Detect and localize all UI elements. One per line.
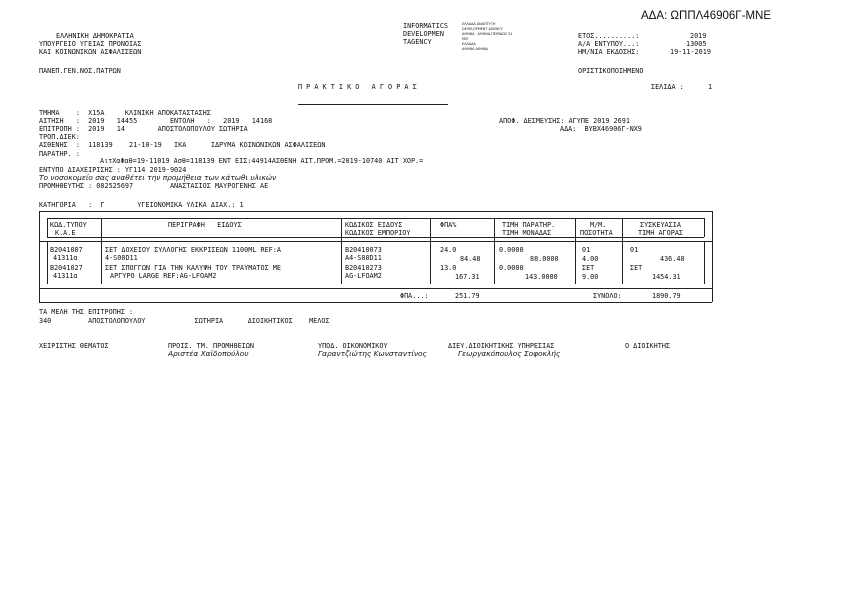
etos-value: 2019: [690, 32, 707, 40]
logo-fine-print-4: ΕΕΕ: [462, 37, 469, 41]
col-header-kod: ΚΩΔ.ΤΥΠΟΥ: [50, 221, 87, 229]
row2-qty: 9.00: [582, 273, 599, 281]
title-underline: [298, 104, 448, 105]
info-ada2: ΑΔΑ: ΒΥΒΧ46906Γ-ΝΧ9: [560, 125, 642, 133]
logo-line-3: TAGENCY: [403, 38, 432, 46]
col-header-mm: Μ/Μ.: [590, 221, 607, 229]
row2-total: 1454.31: [652, 273, 681, 281]
signature-name-procurement: Αριστέα Χαϊδοπούλου: [168, 349, 249, 358]
row2-code-emporiou: AG-LFOAM2: [345, 272, 382, 280]
logo-line-1: INFORMATICS: [403, 22, 449, 30]
table-top-line: [39, 211, 712, 212]
org-line-3: ΚΑΙ ΚΟΙΝΩΝΙΚΩΝ ΑΣΦΑΛΙΣΕΩΝ: [39, 48, 142, 56]
row2-kae: 41311α: [53, 272, 78, 280]
info-nosokomeio: Το νοσοκομείο σας αναθέτει την προμήθεια των κάτωθι υλικών: [39, 173, 277, 182]
col-div-0: [47, 218, 48, 237]
col-div-0b: [47, 241, 48, 284]
table-header-line: [39, 241, 712, 242]
table-border-left: [39, 211, 40, 302]
row1-code: Β2041007З: [345, 246, 382, 254]
status-stamp: ΟΡΙΣΤΙΚΟΠΟΙΗΜΕΝΟ: [578, 67, 644, 75]
logo-fine-print-6: ΑΘΗΝΑ ΑΘΗΝΑ: [462, 47, 488, 51]
col-header-fpa: ΦΠΑ%: [440, 221, 457, 229]
row2-desc: ΣΕΤ ΣΠΟΓΓΩΝ ΓΙΑ ΤΗΝ ΚΑΛΥΨΗ ΤΟΥ ΤΡΑΥΜΑΤΟΣ ΜΕ: [105, 264, 281, 272]
row1-price: 0.0000: [499, 246, 524, 254]
hospital-name: ΠΑΝΕΠ.ΓΕΝ.ΝΟΣ.ΠΑΤΡΩΝ: [39, 67, 121, 75]
info-epitropi: ΕΠΙΤΡΟΠΗ : 2019 14 ΑΠΟΣΤΟΛΟΠΟΥΛΟΥ ΣΩΤΗΡΙΑ: [39, 125, 248, 133]
row1-total: 436.48: [660, 255, 685, 263]
row2-price: 0.0000: [499, 264, 524, 272]
info-katigoria: ΚΑΤΗΓΟΡΙΑ : Γ ΥΓΕΙΟΝΟΜΙΚΑ ΥΛΙΚΑ ΔΙΑΧ.: 1: [39, 201, 244, 209]
col-div-6: [622, 218, 623, 284]
info-apofasi: ΑΠΟΦ. ΔΕΣΜΕΥΣΗΣ: ΑΓΥΠΕ 2019 2691: [499, 117, 630, 125]
row1-qty: 4.00: [582, 255, 599, 263]
logo-fine-print-3: ΑΘΗΝΑ · ΑΘΗΝΑ-ΠΕΙΡΑΙΩΣ 91: [462, 32, 513, 36]
row1-desc-cont: 4-S00D11: [105, 254, 138, 262]
grand-total-value: 1890.79: [652, 292, 681, 300]
row2-code: Β2041027З: [345, 264, 382, 272]
fpa-total-value: 251.79: [455, 292, 480, 300]
col-div-3: [430, 218, 431, 284]
col-div-7: [704, 218, 705, 237]
signature-role-finance: ΥΠΟΔ. ΟΙΚΟΝΟΜΙΚΟΥ: [318, 342, 388, 350]
col-div-5: [575, 218, 576, 284]
info-asthenis: ΑΣΘΕΝΗΣ : 118139 21-10-19 ΙΚΑ ΙΔΡΥΜΑ ΚΟΙΝΩΝΙΚΩΝ ΑΣΦΑΛΙΣΕΩΝ: [39, 141, 326, 149]
signature-name-admin: Γεωργακόπουλος Σοφοκλής: [458, 349, 561, 358]
signature-role-director: Ο ΔΙΟΙΚΗΤΗΣ: [625, 342, 671, 350]
org-line-2: ΥΠΟΥΡΓΕΙΟ ΥΓΕΙΑΣ ΠΡΟΝΟΙΑΣ: [39, 40, 142, 48]
row1-pack: 01: [630, 246, 639, 254]
row1-code-emporiou: A4-S00D11: [345, 254, 382, 262]
info-tmima: ΤΜΗΜΑ : Χ15Α ΚΛΙΝΙΚΗ ΑΠΟΚΑΤΑΣΤΑΣΗΣ: [39, 109, 211, 117]
col-header-syskevasia: ΣΥΣΚΕΥΑΣΙΑ: [640, 221, 681, 229]
col-header-perigrafi: ΠΕΡΙΓΡΑΦΗ ΕΙΔΟΥΣ: [168, 221, 242, 229]
col-header-timi-monadas: ΤΙΜΗ ΜΟΝΑΔΑΣ: [502, 229, 552, 237]
row1-kae: 41311α: [53, 254, 78, 262]
logo-line-2: DEVELOPMEN: [403, 30, 444, 38]
table-mid-line: [39, 288, 712, 289]
header-box-bottom: [47, 237, 704, 238]
committee-member: 340 ΑΠΟΣΤΟΛΟΠΟΥΛΟΥ ΣΩΤΗΡΙΑ ΔΙΟΙΚΗΤΙΚΟΣ ΜΕΛΟΣ: [39, 317, 330, 325]
document-title: Π Ρ Α Κ Τ Ι Κ Ο Α Γ Ο Ρ Α Σ: [298, 83, 417, 91]
table-border-right: [712, 211, 713, 302]
aa-value: 13005: [686, 40, 707, 48]
header-box-top: [47, 218, 704, 219]
col-div-4: [494, 218, 495, 284]
info-aitisi: ΑΙΤΗΣΗ : 2019 14455 ΕΝΤΟΛΗ : 2019 14168: [39, 117, 273, 125]
logo-fine-print-5: ΕΛΛΑΔΑ: [462, 42, 476, 46]
table-bottom-line: [39, 302, 712, 303]
col-div-7b: [704, 241, 705, 284]
col-div-2: [341, 218, 342, 284]
logo-fine-print-1: ΕΛΛΑΔΑ ΑΝΑΠΤΥΞΗ: [462, 22, 496, 26]
info-trop: ΤΡΟΠ.ΔΙΕΚ:: [39, 133, 80, 141]
col-header-kodikos-emporiou: ΚΩΔΙΚΟΣ ΕΜΠΟΡΙΟΥ: [345, 229, 411, 237]
logo-fine-print-2: DEVELOPMENT AGENCY: [462, 27, 503, 31]
etos-label: ΕΤΟΣ..........:: [578, 32, 640, 40]
signature-role-handler: ΧΕΙΡΙΣΤΗΣ ΘΕΜΑΤΟΣ: [39, 342, 109, 350]
signature-role-procurement: ΠΡΟΙΣ. ΤΜ. ΠΡΟΜΗΘΕΙΩΝ: [168, 342, 254, 350]
row1-fpa: 24.0: [440, 246, 457, 254]
row2-fpa-amount: 167.31: [455, 273, 480, 281]
row2-kod: Β2041027: [50, 264, 83, 272]
signature-role-admin: ΔΙΕΥ.ΔΙΟΙΚΗΤΙΚΗΣ ΥΠΗΡΕΣΙΑΣ: [448, 342, 555, 350]
row2-pack: ΣΕΤ: [630, 264, 643, 272]
col-header-timi-agoras: ΤΙΜΗ ΑΓΟΡΑΣ: [638, 229, 684, 237]
aa-label: Α/Α ΕΝΤΥΠΟΥ...:: [578, 40, 640, 48]
date-value: 19-11-2019: [670, 48, 711, 56]
info-entypo: ΕΝΤΥΠΟ ΔΙΑΧΕΙΡΙΣΗΣ : ΥΓ114 2019-9024: [39, 166, 187, 174]
page-label: ΣΕΛΙΔΑ :: [651, 83, 684, 91]
grand-total-label: ΣΥΝΟΛΟ:: [593, 292, 622, 300]
col-header-timi-paratir: ΤΙΜΗ ΠΑΡΑΤΗΡ.: [502, 221, 556, 229]
row1-unit-price: 88.0000: [530, 255, 559, 263]
row2-mm: ΣΕΤ: [582, 264, 595, 272]
col-header-kodikos: ΚΩΔΙΚΟΣ ΕΙΔΟΥΣ: [345, 221, 403, 229]
signature-name-finance: Γαραντζιώτης Κωνσταντίνος: [318, 349, 427, 358]
info-paratir: ΠΑΡΑΤΗΡ. :: [39, 150, 80, 158]
date-label: ΗΜ/ΝΙΑ ΕΚΔΟΣΗΣ:: [578, 48, 640, 56]
row1-fpa-amount: 84.48: [460, 255, 481, 263]
row1-desc: ΣΕΤ ΔΟΧΕΙΟΥ ΣΥΛΛΟΓΗΣ ΕΚΚΡΙΣΕΩΝ 1100ML REF:A: [105, 246, 281, 254]
row2-unit-price: 143.0000: [525, 273, 558, 281]
row1-mm: 01: [582, 246, 591, 254]
ada-code: ΑΔΑ: ΩΠΠΛ46906Γ-ΜΝΕ: [641, 10, 771, 22]
col-header-posotita: ΠΟΣΟΤΗΤΑ: [580, 229, 613, 237]
col-header-kae: Κ.Α.Ε: [55, 229, 76, 237]
row1-kod: Β2041007: [50, 246, 83, 254]
committee-label: ΤΑ ΜΕΛΗ ΤΗΣ ΕΠΙΤΡΟΠΗΣ :: [39, 308, 134, 316]
row2-fpa: 13.0: [440, 264, 457, 272]
info-promitheftis: ΠΡΟΜΗΘΕΥΤΗΣ : 082525697 ΑΝΑΣΤΑΣΙΟΣ ΜΑΥΡΟΓΕΝΗΣ ΑΕ: [39, 182, 269, 190]
col-div-1: [101, 218, 102, 284]
fpa-total-label: ΦΠΑ...:: [400, 292, 429, 300]
row2-desc-cont: ΑΡΓΥΡΟ LARGE REF:AG-LFOAM2: [110, 272, 217, 280]
org-line-1: ΕΛΛΗΝΙΚΗ ΔΗΜΟΚΡΑΤΙΑ: [56, 32, 134, 40]
info-paratir-text: ΑιτΧαΦαθ=19-11019 Ασθ=118139 ΕΝΤ ΕΙΣ:44914ΑΣΘΕΝΗ ΑΙΤ.ΠΡΟΜ.=2019-10740 ΑΙΤ ΧΟΡ.=: [100, 157, 424, 165]
page-number: 1: [708, 83, 713, 91]
